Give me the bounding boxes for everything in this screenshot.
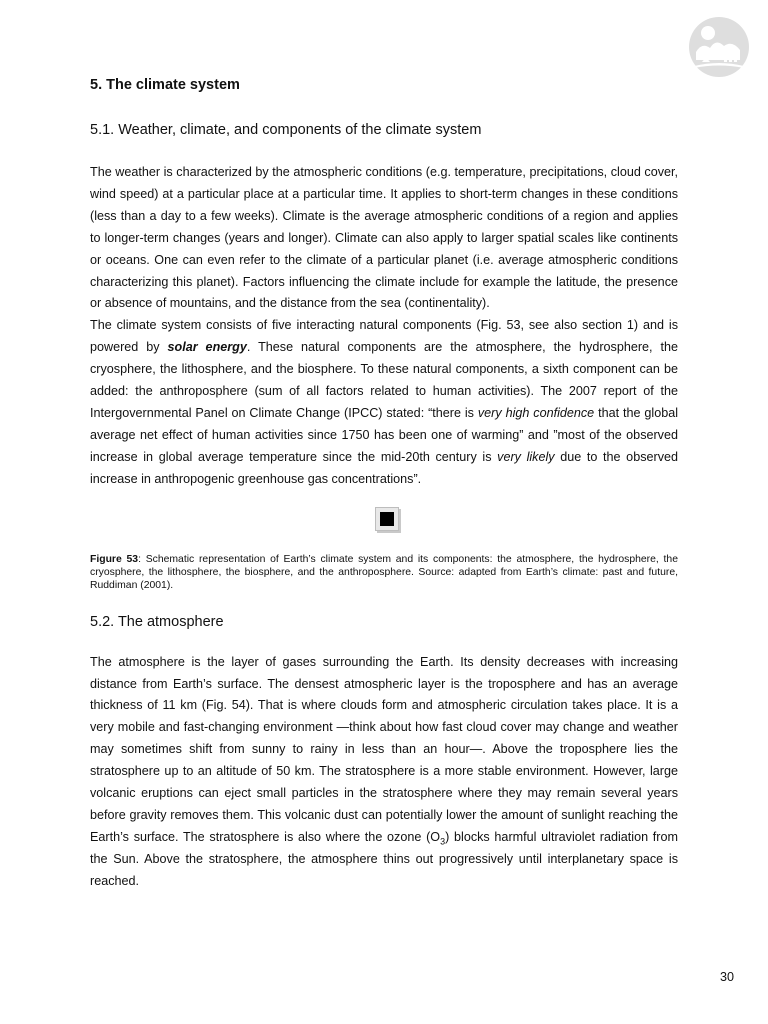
text-run: The climate system consists of five interacting natural components (Fig. 53, see also section 1) and is powered by bbox=[90, 318, 678, 355]
figure-53 bbox=[90, 505, 678, 537]
figure-label: Figure 53 bbox=[90, 553, 139, 565]
text-run: . These natural components are the atmosphere, the hydrosphere, the cryosphere, the lithosphere, and the biosphere. To these natural components, a sixth component can be added: the anthroposphere (sum of all factors related to human activities). The 2007 report of the Intergovernmental Panel on Climate Change (IPCC) stated: “there is bbox=[90, 340, 679, 420]
climate-logo-icon bbox=[688, 16, 750, 78]
section-title-5-2: 5.2. The atmosphere bbox=[90, 613, 224, 630]
document-page bbox=[90, 70, 678, 893]
text-run: that the global average net effect of human activities since 1750 has been one of warming” and ”most of the observed increase in global average temperature since the mid-20th century is bbox=[90, 405, 679, 464]
missing-figure-icon bbox=[375, 507, 399, 531]
page-number: 30 bbox=[719, 970, 734, 984]
text-run: The atmosphere is the layer of gases surrounding the Earth. Its density decreases with increasing distance from Earth’s surface. The densest atmospheric layer is the troposphere and has an average thickness of 11 km (Fig. 54). That is where clouds form and atmospheric circulation takes place. It is a very mobile and fast-changing environment —think about how fast cloud cover may change and weather may sometimes shift from sunny to rainy in less than an hour—. Above the troposphere lies the stratosphere up to an altitude of 50 km. The stratosphere is a more stable environment. However, large volcanic eruptions can eject small particles in the stratosphere where they may remain several years before gravity removes them. This volcanic dust can potentially lower the amount of sunlight reaching the Earth’s surface. The stratosphere is also where the ozone (O bbox=[90, 654, 678, 844]
emphasis-solar-energy: solar energy bbox=[167, 340, 247, 355]
paragraph-weather-climate: The weather is characterized by the atmospheric conditions (e.g. temperature, precipitations, cloud cover, wind speed) at a particular place at a particular time. It applies to short-term changes in these conditions (less than a day to a few weeks). Climate is the average atmospheric conditions of a region and applies to longer-term changes (years and longer). Climate can also apply to larger spatial scales like continents or oceans. One can even refer to the climate of a particular planet (i.e. average atmospheric conditions characterizing this planet). Factors influencing the climate include for example the latitude, the presence or absence of mountains, and the distance from the sea (continentality). bbox=[90, 165, 678, 311]
emphasis-very-high-confidence: very high confidence bbox=[477, 405, 595, 420]
emphasis-very-likely: very likely bbox=[497, 449, 555, 464]
text-run: ) blocks harmful ultraviolet radiation from the Sun. Above the stratosphere, the atmosphere thins out progressively until interplanetary space is reached. bbox=[90, 829, 678, 888]
figure-53-caption bbox=[90, 553, 678, 592]
paragraph-climate-system bbox=[90, 315, 678, 490]
text-run: due to the observed increase in anthropogenic greenhouse gas concentrations”. bbox=[90, 449, 678, 486]
subscript-3: 3 bbox=[440, 836, 446, 847]
chapter-title: 5. The climate system bbox=[90, 77, 240, 93]
paragraph-atmosphere bbox=[90, 652, 678, 893]
section-title-5-1: 5.1. Weather, climate, and components of the climate system bbox=[90, 122, 482, 138]
caption-text: : Schematic representation of Earth’s climate system and its components: the atmosphere, the hydrosphere, the cryosphere, the lithosphere, the biosphere, and the anthroposphere. Source: adapted from Earth’s climate: past and future, Ruddiman (2001). bbox=[90, 553, 678, 591]
